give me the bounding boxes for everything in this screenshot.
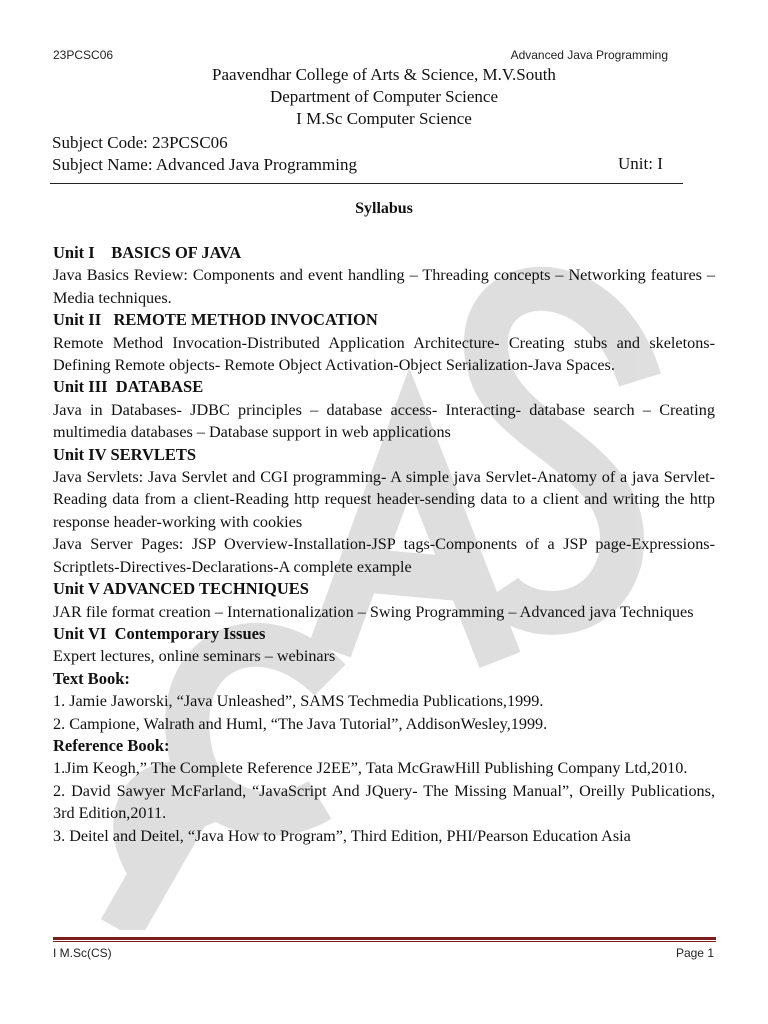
unit-section [53, 444, 715, 578]
unit-heading: Unit V ADVANCED TECHNIQUES [53, 579, 309, 599]
footer-divider [53, 937, 716, 940]
header-course-name: Advanced Java Programming [510, 48, 668, 62]
unit-body-continued: Java Server Pages: JSP Overview-Installation-JSP tags-Components of a JSP page-Expressions- Scriptlets-Directives-Declarations-A complete example [53, 535, 715, 576]
unit-heading: Unit I BASICS OF JAVA [53, 243, 242, 262]
unit-section [53, 376, 715, 443]
unit-section [53, 242, 715, 309]
unit-body: Remote Method Invocation-Distributed Application Architecture- Creating stubs and skeletons- Defining Remote objects- Remote Object Activation-Object Serialization-Java Spaces. [53, 333, 715, 375]
footer-divider-thin [53, 941, 716, 942]
reference-book-item: 2. David Sawyer McFarland, “JavaScript And JQuery- The Missing Manual”, Oreilly Publications, 3rd Edition,2011. [53, 781, 715, 823]
reference-book-section [53, 735, 715, 847]
unit-heading: Unit II REMOTE METHOD INVOCATION [53, 310, 378, 330]
unit-section [53, 578, 715, 623]
unit-section [53, 623, 715, 668]
page-number: Page 1 [675, 946, 714, 960]
unit-label: Unit: I [618, 154, 663, 173]
unit-body: Java Basics Review: Components and event handling – Threading concepts – Networking features – Media techniques. [53, 266, 715, 307]
reference-book-item: 1.Jim Keogh,” The Complete Reference J2EE”, Tata McGrawHill Publishing Company Ltd,2010. [53, 759, 688, 778]
department-name: Department of Computer Science [269, 87, 498, 106]
subject-code: Subject Code: 23PCSC06 [52, 133, 228, 152]
text-book-item: 2. Campione, Walrath and Huml, “The Java Tutorial”, AddisonWesley,1999. [53, 714, 548, 733]
unit-body: JAR file format creation – Internationalization – Swing Programming – Advanced java Techniques [53, 602, 694, 621]
text-book-item: 1. Jamie Jaworski, “Java Unleashed”, SAMS Techmedia Publications,1999. [53, 692, 544, 711]
footer-programme: I M.Sc(CS) [53, 946, 112, 960]
unit-heading: Unit IV SERVLETS [53, 444, 197, 464]
programme-name: I M.Sc Computer Science [296, 109, 472, 128]
subject-name: Subject Name: Advanced Java Programming [52, 155, 357, 174]
unit-heading: Unit III DATABASE [53, 377, 204, 397]
reference-book-item: 3. Deitel and Deitel, “Java How to Program”, Third Edition, PHI/Pearson Education Asia [53, 826, 631, 845]
header-course-code: 23PCSC06 [53, 48, 114, 62]
unit-section [53, 309, 715, 376]
unit-body: Java in Databases- JDBC principles – database access- Interacting- database search – Creating multimedia databases – Database support in web applications [53, 400, 715, 442]
unit-body: Java Servlets: Java Servlet and CGI programming- A simple java Servlet-Anatomy of a java Servlet-Reading data from a client-Reading http request header-sending data to a client and writing the http response header-working with cookies [53, 468, 715, 531]
text-book-section [53, 668, 715, 735]
syllabus-title: Syllabus [355, 200, 413, 217]
college-name: Paavendhar College of Arts & Science, M.V.South [212, 65, 556, 84]
syllabus-content [53, 242, 715, 847]
text-book-heading: Text Book: [53, 668, 130, 688]
header-divider [50, 183, 683, 184]
reference-book-heading: Reference Book: [53, 735, 170, 755]
unit-heading: Unit VI Contemporary Issues [53, 623, 266, 643]
unit-body: Expert lectures, online seminars – webinars [53, 647, 336, 666]
